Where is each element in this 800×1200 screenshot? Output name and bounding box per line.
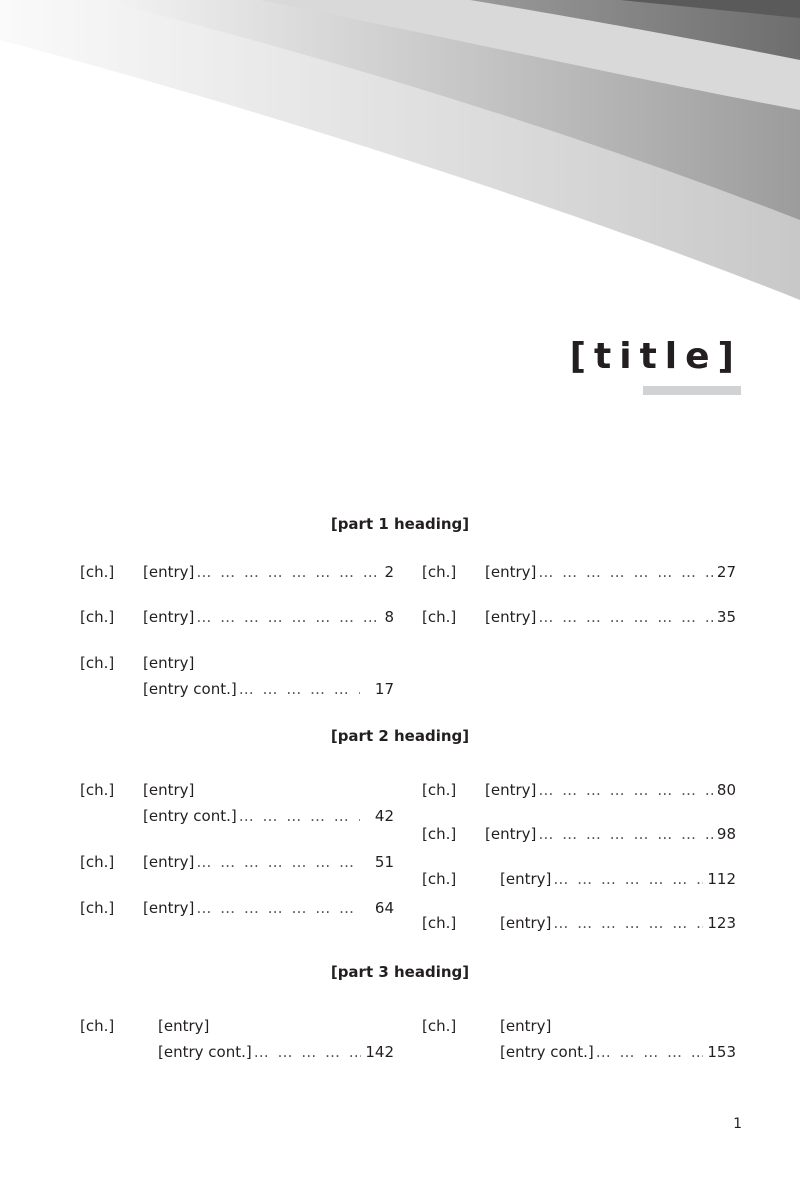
page-ref: 64 [374, 899, 394, 917]
page-number: 1 [733, 1116, 742, 1132]
toc-entry[interactable] [80, 607, 394, 627]
chapter-title-continued: [entry cont.] [143, 680, 237, 698]
chapter-number: [ch.] [422, 781, 457, 799]
chapter-number: [ch.] [80, 1017, 115, 1035]
chapter-number: [ch.] [80, 853, 115, 871]
page-ref: 35 [716, 608, 736, 626]
chapter-title: [entry] [500, 1017, 552, 1035]
dot-leader [194, 852, 360, 872]
chapter-number: [ch.] [80, 899, 115, 917]
dot-leader [252, 1042, 362, 1062]
page-ref: 80 [716, 781, 736, 799]
chapter-title: [entry] [485, 781, 537, 799]
toc-entry[interactable] [80, 898, 394, 918]
chapter-number: [ch.] [422, 1017, 457, 1035]
toc-entry[interactable] [422, 869, 736, 889]
chapter-number: [ch.] [422, 914, 457, 932]
page-ref: 123 [707, 914, 736, 932]
toc-entry[interactable] [422, 824, 736, 844]
page-ref: 153 [707, 1043, 736, 1061]
page-ref: 142 [365, 1043, 394, 1061]
page-ref: 51 [374, 853, 394, 871]
chapter-title: [entry] [143, 853, 195, 871]
toc-entry[interactable] [80, 780, 394, 826]
chapter-number: [ch.] [422, 608, 457, 626]
chapter-title-continued: [entry cont.] [500, 1043, 594, 1061]
chapter-title: [entry] [485, 825, 537, 843]
toc-entry[interactable] [422, 780, 736, 800]
chapter-title: [entry] [143, 563, 195, 581]
part-heading: [part 2 heading] [330, 727, 470, 745]
chapter-title: [entry] [158, 1017, 210, 1035]
page-ref: 27 [716, 563, 736, 581]
chapter-title: [entry] [485, 608, 537, 626]
chapter-title: [entry] [143, 654, 195, 672]
toc-entry[interactable] [80, 852, 394, 872]
chapter-title: [entry] [485, 563, 537, 581]
dot-leader [551, 913, 703, 933]
dot-leader [551, 869, 703, 889]
chapter-title: [entry] [500, 870, 552, 888]
chapter-number: [ch.] [422, 825, 457, 843]
toc-entry[interactable] [422, 607, 736, 627]
chapter-number: [ch.] [422, 870, 457, 888]
chapter-title: [entry] [143, 899, 195, 917]
dot-leader [237, 679, 360, 699]
chapter-number: [ch.] [80, 608, 115, 626]
chapter-title: [entry] [143, 608, 195, 626]
chapter-number: [ch.] [80, 781, 115, 799]
dot-leader [194, 607, 380, 627]
page-ref: 2 [384, 563, 394, 581]
toc-entry[interactable] [80, 1016, 394, 1062]
dot-leader [594, 1042, 704, 1062]
page-ref: 112 [707, 870, 736, 888]
dot-leader [237, 806, 360, 826]
toc-entry[interactable] [80, 562, 394, 582]
part-heading: [part 3 heading] [330, 963, 470, 981]
toc-entry[interactable] [80, 653, 394, 699]
dot-leader [536, 562, 713, 582]
part-heading: [part 1 heading] [330, 515, 470, 533]
dot-leader [536, 824, 713, 844]
dot-leader [194, 562, 380, 582]
dot-leader [536, 607, 713, 627]
chapter-title-continued: [entry cont.] [158, 1043, 252, 1061]
dot-leader [536, 780, 713, 800]
toc-entry[interactable] [422, 1016, 736, 1062]
title-underline-bar [643, 386, 741, 395]
page-ref: 98 [716, 825, 736, 843]
page-ref: 8 [384, 608, 394, 626]
toc-entry[interactable] [422, 913, 736, 933]
dot-leader [194, 898, 360, 918]
header-swoosh-graphic [0, 0, 800, 300]
toc-entry[interactable] [422, 562, 736, 582]
chapter-title: [entry] [143, 781, 195, 799]
page-ref: 17 [374, 680, 394, 698]
toc-title: [title] [569, 336, 742, 377]
chapter-title-continued: [entry cont.] [143, 807, 237, 825]
chapter-number: [ch.] [80, 654, 115, 672]
chapter-title: [entry] [500, 914, 552, 932]
page-ref: 42 [374, 807, 394, 825]
chapter-number: [ch.] [422, 563, 457, 581]
chapter-number: [ch.] [80, 563, 115, 581]
